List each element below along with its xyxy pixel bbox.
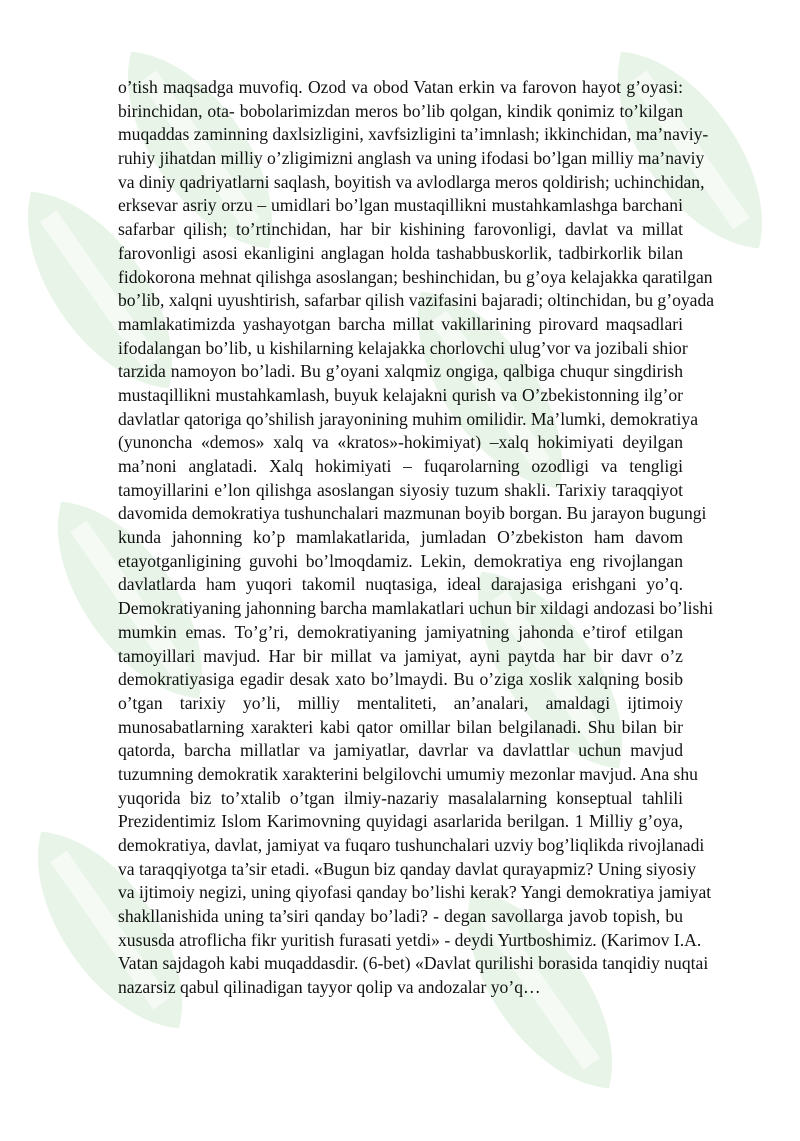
text-line: ruhiy jihatdan milliy o’zligimizni anglash va uning ifodasi bo’lgan milliy ma’naviy xyxy=(118,148,705,169)
text-line: erksevar asriy orzu – umidlari bo’lgan mustaqillikni mustahkamlashga barchani xyxy=(118,195,683,216)
text-line: demokratiyasiga egadir desak xato bo’lmaydi. Bu o’ziga xoslik xalqning bosib xyxy=(118,669,683,690)
text-line: kunda jahonning ko’p mamlakatlarida, jumladan O’zbekiston ham davom xyxy=(118,527,683,548)
text-line: shakllanishida uning ta’siri qanday bo’ladi? - degan savollarga javob topish, bu xyxy=(118,906,683,927)
text-line: tamoyillari mavjud. Har bir millat va jamiyat, ayni paytda har bir davr o’z xyxy=(118,645,683,666)
text-line: farovonligi asosi ekanligini anglagan holda tashabbuskorlik, tadbirkorlik bilan xyxy=(118,242,683,263)
text-line: munosabatlarning xarakteri kabi qator omillar bilan belgilanadi. Shu bilan bir xyxy=(118,716,683,737)
text-line: etayotganligining guvohi bo’lmoqdamiz. Lekin, demokratiya eng rivojlangan xyxy=(118,550,683,571)
body-paragraph xyxy=(118,76,715,1000)
text-line: mustaqillikni mustahkamlash, buyuk kelajakni qurish va O’zbekistonning ilg’or xyxy=(118,384,683,405)
text-line: xususda atroflicha fikr yuritish furasati yetdi» - deydi Yurtboshimiz. (Karimov I.A. xyxy=(118,929,702,950)
text-line: Vatan sajdagoh kabi muqaddasdir. (6-bet) «Davlat qurilishi borasida tanqidiy nuqtai xyxy=(118,953,709,974)
text-line: va ijtimoiy negizi, uning qiyofasi qanday bo’lishi kerak? Yangi demokratiya jamiyat xyxy=(118,882,712,903)
text-line: (yunoncha «demos» xalq va «kratos»-hokimiyat) –xalq hokimiyati deyilgan xyxy=(118,432,683,453)
text-line: va taraqqiyotga ta’sir etadi. «Bugun biz qanday davlat qurayapmiz? Uning siyosiy xyxy=(118,858,696,879)
text-line: fidokorona mehnat qilishga asoslangan; beshinchidan, bu g’oya kelajakka qaratilgan xyxy=(118,266,713,287)
text-line: ma’noni anglatadi. Xalq hokimiyati – fuqarolarning ozodligi va tengligi xyxy=(118,456,683,476)
text-line: demokratiya, davlat, jamiyat va fuqaro tushunchalari uzviy bog’liqlikda rivojlanadi xyxy=(118,835,705,855)
text-line: bo’lib, xalqni uyushtirish, safarbar qilish vazifasini bajaradi; oltinchidan, bu g’oyada xyxy=(118,290,715,311)
text-line-last: nazarsiz qabul qilinadigan tayyor qolip va andozalar yo’q… xyxy=(118,977,541,998)
text-line: ifodalangan bo’lib, u kishilarning kelajakka chorlovchi ulug’vor va jozibali shior xyxy=(118,337,688,358)
text-line: tamoyillarini e’lon qilishga asoslangan siyosiy tuzum shakli. Tarixiy taraqqiyot xyxy=(118,479,683,500)
text-line: Demokratiyaning jahonning barcha mamlakatlari uchun bir xildagi andozasi bo’lishi xyxy=(118,598,714,619)
text-line: davlatlar qatoriga qo’shilish jarayonining muhim omilidir. Ma’lumki, demokratiya xyxy=(118,408,699,429)
text-line: qatorda, barcha millatlar va jamiyatlar, davrlar va davlattlar uchun mavjud xyxy=(118,740,683,761)
text-line: o’tish maqsadga muvofiq. Ozod va obod Vatan erkin va farovon hayot g’oyasi: xyxy=(118,77,683,97)
text-line: safarbar qilish; to’rtinchidan, har bir kishining farovonligi, davlat va millat xyxy=(118,219,683,240)
text-line: mamlakatimizda yashayotgan barcha millat vakillarining pirovard maqsadlari xyxy=(118,313,683,334)
text-line: davomida demokratiya tushunchalari mazmunan boyib borgan. Bu jarayon bugungi xyxy=(118,503,707,524)
text-line: tarzida namoyon bo’ladi. Bu g’oyani xalqmiz ongiga, qalbiga chuqur singdirish xyxy=(118,361,683,382)
text-line: davlatlarda ham yuqori takomil nuqtasiga, ideal darajasiga erishgani yo’q. xyxy=(118,574,683,595)
text-line: va diniy qadriyatlarni saqlash, boyitish va avlodlarga meros qoldirish; uchinchidan, xyxy=(118,171,705,192)
text-line: yuqorida biz to’xtalib o’tgan ilmiy-nazariy masalalarning konseptual tahlili xyxy=(118,787,683,808)
text-line: birinchidan, ota- bobolarimizdan meros bo’lib qolgan, kindik qonimiz to’kilgan xyxy=(118,100,683,121)
text-line: muqaddas zaminning daxlsizligini, xavfsizligini ta’imnlash; ikkinchidan, ma’naviy- xyxy=(118,124,709,145)
text-line: tuzumning demokratik xarakterini belgilovchi umumiy mezonlar mavjud. Ana shu xyxy=(118,763,698,784)
text-line: mumkin emas. To’g’ri, demokratiyaning jamiyatning jahonda e’tirof etilgan xyxy=(118,621,683,642)
text-line: Prezidentimiz Islom Karimovning quyidagi asarlarida berilgan. 1 Milliy g’oya, xyxy=(118,811,683,832)
text-line: o’tgan tarixiy yo’li, milliy mentaliteti, an’analari, amaldagi ijtimoiy xyxy=(118,692,683,713)
